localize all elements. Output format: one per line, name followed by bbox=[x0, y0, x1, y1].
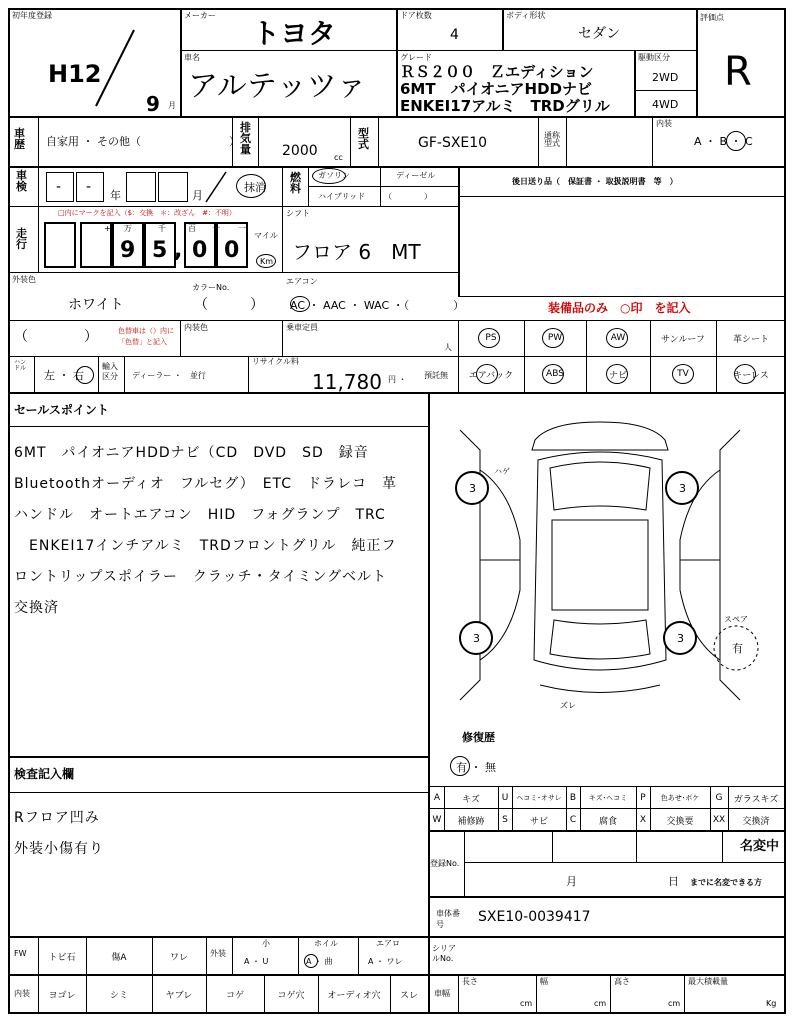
wheel-value: A ・ 曲 bbox=[306, 957, 333, 966]
repair-value: 有 ・ 無 bbox=[456, 761, 496, 774]
car-name-label: 車名 bbox=[184, 53, 200, 62]
grade-line3: ENKEI17アルミ TRDグリル bbox=[400, 97, 610, 115]
capacity-unit: 人 bbox=[444, 343, 452, 352]
fuel-hybrid: ハイブリッド bbox=[318, 192, 366, 201]
equip-navi: ナビ bbox=[608, 370, 627, 381]
shift-label: シフト bbox=[286, 209, 310, 218]
unit-ichi: 一 bbox=[238, 224, 246, 233]
first-reg-month: 9 bbox=[146, 92, 160, 116]
legend-text: ガラスキズ bbox=[733, 794, 779, 805]
inspection-dash-1: - bbox=[56, 179, 62, 195]
sales-line-6: 交換済 bbox=[14, 600, 59, 616]
wheel-label: ホイル bbox=[314, 939, 338, 948]
grade-line2: 6MT パイオニアHDDナビ bbox=[400, 80, 593, 98]
drive-4wd: 4WD bbox=[652, 98, 679, 111]
month-unit: 月 bbox=[168, 101, 176, 110]
spare-value: 有 bbox=[732, 642, 743, 655]
equip-sunroof: サンルーフ bbox=[661, 334, 705, 345]
mileage-label: 走行 bbox=[16, 227, 27, 251]
fuel-label: 燃料 bbox=[290, 171, 301, 195]
inspection-expired: 抹消 bbox=[244, 181, 266, 194]
unit-hyaku: 百 bbox=[188, 224, 196, 233]
doors-label: ドア枚数 bbox=[400, 11, 432, 20]
inspection-month: 月 bbox=[192, 189, 203, 202]
sales-line-3: ハンドル オートエアコン HID フォグランプ TRC bbox=[14, 507, 386, 523]
check-line-2: 外装小傷有り bbox=[14, 841, 104, 857]
legend-text: キズ･ヘコミ bbox=[588, 794, 628, 802]
first-reg-label: 初年度登録 bbox=[12, 11, 52, 20]
legend-text: 腐食 bbox=[598, 816, 617, 827]
mileage-note: □内にマークを記入（$：交換 ＊：改ざん #：不明） bbox=[58, 209, 236, 217]
frame-label: 車幅 bbox=[434, 989, 450, 998]
drive-label: 駆動区分 bbox=[638, 53, 670, 62]
color-change-paren: （ ） bbox=[14, 329, 98, 345]
inspection-dash-2: - bbox=[86, 179, 92, 195]
recycle-value: 11,780 bbox=[312, 370, 382, 394]
history-value: 自家用 ・ その他（ ） bbox=[46, 135, 240, 148]
int-item-1: ヨゴレ bbox=[48, 990, 76, 1001]
int-item-7: スレ bbox=[399, 990, 418, 1001]
legend-text: ヘコミ･オサレ bbox=[516, 794, 562, 802]
color-no-label: カラーNo. bbox=[192, 283, 230, 292]
ac-value: AC ・ AAC ・ WAC ・（ ） bbox=[290, 299, 465, 312]
sales-text bbox=[14, 438, 426, 624]
sales-line-1: 6MT パイオニアHDDナビ（CD DVD SD 録音 bbox=[14, 445, 369, 461]
spare-label: スペア bbox=[724, 615, 748, 624]
inspection-year: 年 bbox=[110, 189, 121, 202]
reg-deadline: までに名変できる方 bbox=[690, 878, 762, 887]
slash-mark bbox=[90, 28, 140, 108]
handle-label: ハンドル bbox=[14, 359, 27, 372]
maker-label: メーカー bbox=[184, 11, 216, 20]
ext-color-label: 外装色 bbox=[12, 275, 36, 284]
digit-2: 5 bbox=[152, 238, 168, 263]
int-item-6: オーディオ穴 bbox=[327, 990, 381, 1001]
unit-plus: + bbox=[104, 224, 111, 233]
legend-text: 色あせ･ボケ bbox=[660, 794, 700, 802]
height-unit: cm bbox=[668, 999, 681, 1008]
capacity-label: 乗車定員 bbox=[286, 323, 318, 332]
legend-code: U bbox=[501, 793, 509, 803]
legend-code: X bbox=[639, 815, 647, 825]
equip-keyless: キーレス bbox=[733, 370, 769, 381]
legend-code: XX bbox=[712, 815, 726, 825]
recycle-label: リサイクル料 bbox=[252, 357, 299, 366]
equip-tv: TV bbox=[677, 369, 689, 379]
cc-unit: cc bbox=[334, 153, 343, 162]
legend-text: サビ bbox=[529, 816, 548, 827]
body-value: セダン bbox=[578, 26, 621, 42]
color-no-value: （ ） bbox=[194, 297, 264, 313]
sales-label: セールスポイント bbox=[14, 403, 109, 417]
sales-line-4: ENKEI17インチアルミ TRDフロントグリル 純正フ bbox=[14, 538, 397, 554]
aero-label: エアロ bbox=[376, 939, 400, 948]
body-label: ボディ形状 bbox=[506, 11, 546, 20]
fw-item-1: トビ石 bbox=[48, 952, 76, 963]
legend-text: 補修跡 bbox=[457, 816, 485, 827]
check-line-1: Rフロア凹み bbox=[14, 810, 100, 826]
equipment-label: 装備品のみ ○印 を記入 bbox=[548, 301, 691, 315]
width-label: 幅 bbox=[540, 977, 548, 986]
int-item-5: コゲ穴 bbox=[277, 990, 305, 1001]
legend-text: 交換要 bbox=[666, 816, 694, 827]
unit-mile: マイル bbox=[254, 231, 278, 240]
drive-2wd: 2WD bbox=[652, 71, 679, 84]
equip-leather: 革シート bbox=[732, 334, 769, 345]
later-docs: 後日送り品（ 保証書 ・ 取扱説明書 等 ） bbox=[512, 177, 678, 186]
history-label: 車歴 bbox=[14, 127, 25, 151]
length-unit: cm bbox=[520, 999, 533, 1008]
tire-front-left: 3 bbox=[469, 482, 476, 495]
grade-label: グレード bbox=[400, 53, 432, 62]
legend-code: A bbox=[433, 793, 441, 803]
legend-code: S bbox=[502, 815, 508, 825]
fuel-other: （ ） bbox=[384, 192, 432, 201]
equip-aw: AW bbox=[610, 333, 626, 343]
reg-label: 登録No. bbox=[430, 859, 460, 868]
equip-ps: PS bbox=[485, 333, 497, 343]
handle-value: 左 ・ 右 bbox=[44, 369, 84, 382]
first-reg-year: H12 bbox=[48, 60, 102, 88]
model-label: 型式 bbox=[358, 127, 369, 151]
tire-rear-right: 3 bbox=[677, 632, 684, 645]
small-value: A ・ U bbox=[244, 957, 269, 966]
car-name-value: アルテッツァ bbox=[188, 69, 367, 104]
digit-4: 0 bbox=[224, 238, 240, 263]
chassis-value: SXE10-0039417 bbox=[478, 909, 591, 925]
maker-value: トヨタ bbox=[252, 17, 337, 50]
digit-3: 0 bbox=[192, 238, 208, 263]
width-unit: cm bbox=[594, 999, 607, 1008]
displacement-label: 排気量 bbox=[240, 121, 251, 156]
import-value: ディーラー ・ 並行 bbox=[132, 371, 206, 380]
import-label: 輸入区分 bbox=[102, 362, 118, 381]
grade-eval-label: 評価点 bbox=[700, 13, 724, 22]
name-change: 名変中 bbox=[740, 839, 780, 854]
legend-code: W bbox=[432, 815, 442, 825]
color-change-note: 色替車は（）内に「色替」と記入 bbox=[118, 327, 174, 346]
legend-text: 交換済 bbox=[742, 816, 770, 827]
sales-line-2: Bluetoothオーディオ フルセグ） ETC ドラレコ 革 bbox=[14, 476, 398, 492]
legend-code: P bbox=[640, 793, 646, 803]
shift-value: フロア 6 MT bbox=[292, 240, 421, 264]
grade-line1: ＲＳ２００ Ｚエディション bbox=[400, 63, 594, 81]
int-color-label: 内装色 bbox=[184, 323, 208, 332]
ext-color-value: ホワイト bbox=[68, 297, 124, 313]
doors-value: 4 bbox=[450, 27, 459, 43]
interior-label: 内装 bbox=[656, 119, 672, 128]
fuel-gasoline: ガソリン bbox=[318, 171, 350, 180]
tire-front-right: 3 bbox=[679, 482, 686, 495]
displacement-value: 2000 bbox=[282, 143, 318, 159]
chassis-label: 車体番号 bbox=[436, 909, 460, 929]
ac-label: エアコン bbox=[286, 277, 318, 286]
int-item-2: シミ bbox=[109, 990, 128, 1001]
fuel-diesel: ディーゼル bbox=[396, 171, 436, 180]
int-item-3: ヤブレ bbox=[165, 990, 193, 1001]
aero-value: A ・ ワレ bbox=[368, 957, 403, 966]
legend-code: B bbox=[569, 793, 577, 803]
note-hage: ハゲ bbox=[494, 467, 510, 476]
max-load-unit: Kg bbox=[766, 999, 777, 1008]
check-label: 検査記入欄 bbox=[14, 767, 75, 781]
ext-label: 外装 bbox=[210, 949, 226, 958]
legend-code: G bbox=[715, 793, 723, 803]
model-value: GF-SXE10 bbox=[418, 135, 488, 151]
fw-item-3: ワレ bbox=[169, 952, 188, 963]
legend-text: キズ bbox=[462, 794, 480, 805]
grade-eval-value: R bbox=[724, 49, 752, 95]
equip-abs: ABS bbox=[546, 369, 564, 379]
unit-juu: 十 bbox=[212, 224, 220, 233]
int-item-4: コゲ bbox=[225, 990, 244, 1001]
recycle-deposit: 預託無 bbox=[424, 371, 448, 380]
equip-airbag: エアバック bbox=[468, 370, 514, 381]
digit-1: 9 bbox=[120, 238, 136, 263]
inspection-label: 車検 bbox=[16, 169, 27, 193]
tire-rear-left: 3 bbox=[473, 632, 480, 645]
note-zure: ズレ bbox=[560, 701, 576, 710]
reg-day: 日 bbox=[668, 875, 679, 888]
recycle-unit: 円 ・ bbox=[388, 375, 407, 384]
interior-selected-circle bbox=[726, 131, 746, 151]
unit-km: Km bbox=[260, 257, 274, 266]
equip-pw: PW bbox=[547, 333, 563, 343]
serial-label: シリアルNo. bbox=[432, 944, 456, 963]
max-load-label: 最大積載量 bbox=[688, 977, 728, 986]
sales-line-5: ロントリップスポイラー クラッチ・タイミングベルト bbox=[14, 569, 388, 585]
small-label: 小 bbox=[262, 939, 270, 948]
car-damage-diagram bbox=[440, 410, 760, 710]
fw-item-2: 傷A bbox=[111, 952, 127, 963]
check-text bbox=[14, 803, 104, 865]
unit-man: 万 bbox=[124, 224, 132, 233]
int-label: 内装 bbox=[14, 989, 30, 998]
legend-code: C bbox=[569, 815, 577, 825]
length-label: 長さ bbox=[462, 977, 478, 986]
reg-month: 月 bbox=[566, 875, 577, 888]
unit-sen: 千 bbox=[158, 224, 166, 233]
repair-label: 修復歴 bbox=[462, 731, 495, 744]
interior-grades: A ・ B ・ C bbox=[694, 135, 753, 148]
common-model-label: 通称型式 bbox=[544, 131, 560, 148]
fw-label: FW bbox=[14, 949, 27, 958]
height-label: 高さ bbox=[614, 977, 630, 986]
